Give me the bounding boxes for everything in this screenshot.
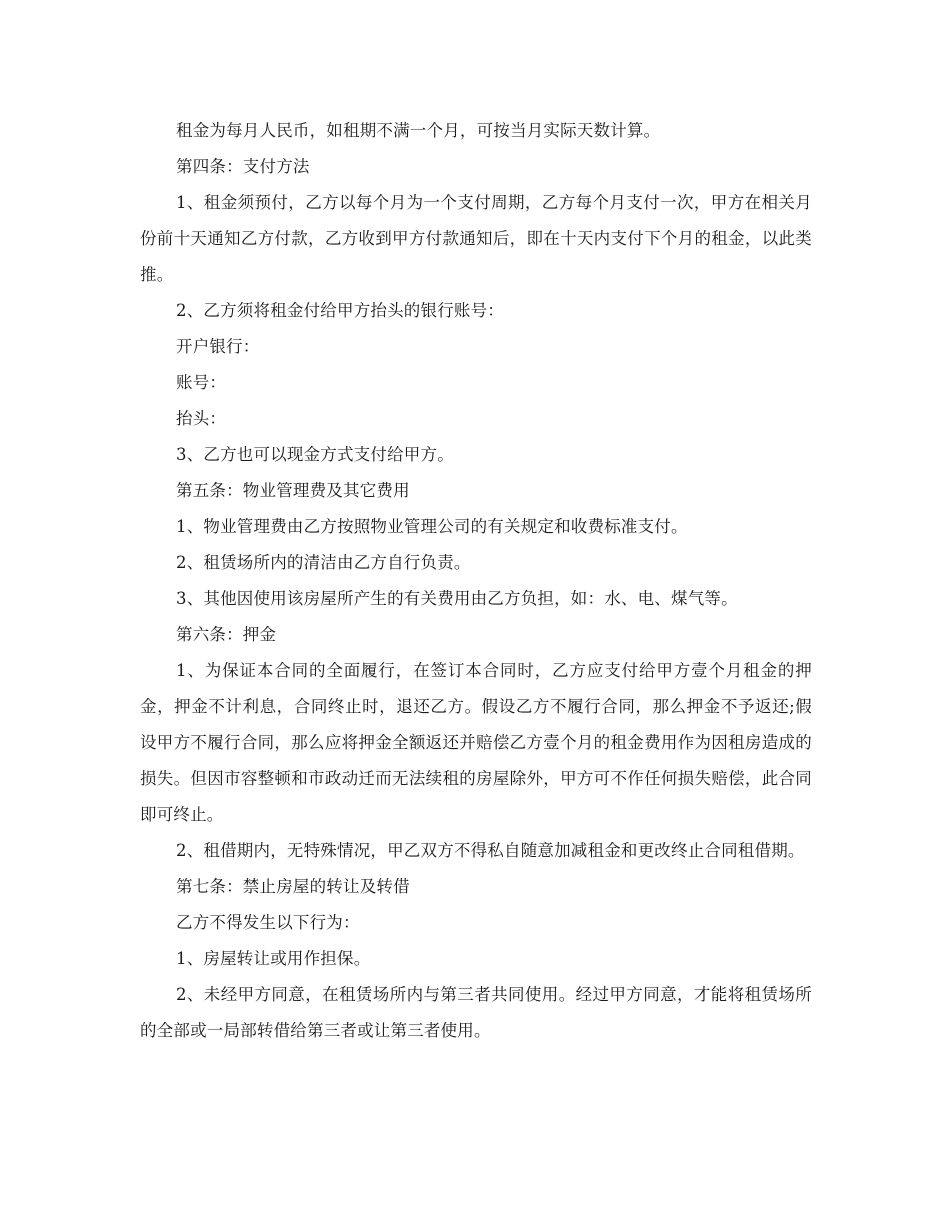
heading-article-6: 第六条：押金 — [176, 625, 277, 644]
paragraph-cash-payment: 3、乙方也可以现金方式支付给甲方。 — [176, 445, 454, 464]
paragraph-property-fee: 1、物业管理费由乙方按照物业管理公司的有关规定和收费标准支付。 — [176, 517, 688, 536]
field-account-number: 账号： — [176, 373, 227, 392]
heading-article-4: 第四条：支付方法 — [176, 157, 310, 176]
paragraph-other-fees: 3、其他因使用该房屋所产生的有关费用由乙方负担，如：水、电、煤气等。 — [176, 589, 738, 608]
paragraph-lease-term: 2、租借期内，无特殊情况，甲乙双方不得私自随意加减租金和更改终止合同租借期。 — [176, 841, 805, 860]
paragraph-no-transfer: 1、房屋转让或用作担保。 — [176, 949, 371, 968]
heading-article-5: 第五条：物业管理费及其它费用 — [176, 481, 410, 500]
paragraph-deposit: 1、为保证本合同的全面履行，在签订本合同时，乙方应支付给甲方壹个月租金的押金，押金不计利息，合同终止时，退还乙方。假设乙方不履行合同，那么押金不予返还;假设甲方不履行合同，那么应将押金全额返还并赔偿乙方壹个月的租金费用作为因租房造成的损失。但因市容整顿和市政动迁而无法续租的房屋除外，甲方可不作任何损失赔偿，此合同即可终止。 — [140, 661, 812, 824]
paragraph-bank-account: 2、乙方须将租金付给甲方抬头的银行账号： — [176, 301, 504, 320]
paragraph-no-sublet: 2、未经甲方同意，在租赁场所内与第三者共同使用。经过甲方同意，才能将租赁场所的全部或一局部转借给第三者或让第三者使用。 — [140, 985, 812, 1040]
field-bank-name: 开户银行： — [176, 337, 260, 356]
paragraph-rent-amount: 租金为每月人民币，如租期不满一个月，可按当月实际天数计算。 — [176, 121, 661, 140]
paragraph-cleaning: 2、租赁场所内的清洁由乙方自行负责。 — [176, 553, 471, 572]
field-payee: 抬头： — [176, 409, 227, 428]
heading-article-7: 第七条：禁止房屋的转让及转借 — [176, 877, 410, 896]
document-body — [140, 113, 812, 1049]
paragraph-prohibited-intro: 乙方不得发生以下行为： — [176, 913, 360, 932]
paragraph-prepayment: 1、租金须预付，乙方以每个月为一个支付周期，乙方每个月支付一次，甲方在相关月份前十天通知乙方付款，乙方收到甲方付款通知后，即在十天内支付下个月的租金，以此类推。 — [140, 193, 812, 284]
